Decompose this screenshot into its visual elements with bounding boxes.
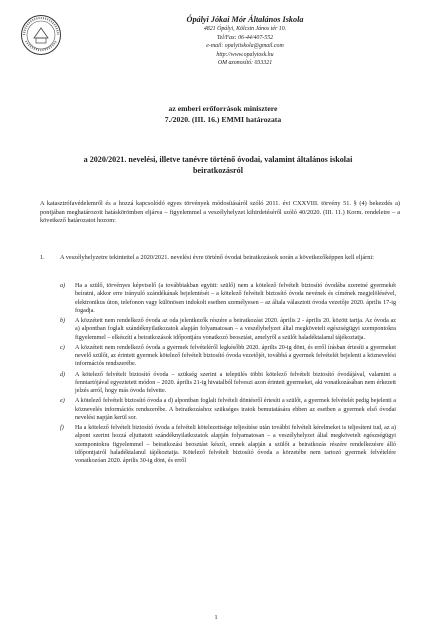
list-item-text: A közzétett nem rendelkező óvoda a gyermek felvételéről legkésőbb 2020. április 20-ig dönt, és erről írásban értesíti a gyermeket nevelő szülőt, az érintett gyermek kötelező felvételt biztosító óvoda vezetőjét, továbbá a gyermek felvételét bejelenti a köznevelési információs rendszerébe. xyxy=(75,344,396,368)
list-item-text: A kötelező felvételt biztosító óvoda a d) alpontban foglalt felvételi döntésről értesíti a szülőt, a gyermek felvételét pedig bejelenti a köznevelés információs rendszerébe. A beiratkozáshoz szükséges iratok bemutatására ebben az esetben a gyermek első óvodai nevelési napján kerül sor. xyxy=(75,398,396,421)
list-item xyxy=(60,424,396,465)
letterhead xyxy=(140,14,350,68)
school-name: Ópályi Jókai Mór Általános Iskola xyxy=(186,15,304,24)
list-item xyxy=(60,344,396,369)
school-address: 4821 Ópályi, Kölcsin János tér 10. xyxy=(203,26,287,32)
point-1-text: A veszélyhelyzetre tekintettel a 2020/2021. nevelési évre történő óvodai beiratkozások során a következőképpen kell eljárni: xyxy=(60,254,374,261)
list-item-label: e) xyxy=(60,398,65,405)
list-item xyxy=(60,317,396,342)
list-item-label: a) xyxy=(60,283,66,289)
list-item-label: f) xyxy=(60,425,64,431)
list-item xyxy=(60,397,396,422)
list-item xyxy=(60,282,396,315)
decision-subject xyxy=(32,154,404,177)
list-item-text: Ha a kötelező felvételt biztosító óvoda a felvételi kötelezettsége teljesítése után további felvételi kérelmeket is teljesíteni tud, az a) alpont szerint hozzá eljuttatott szándéknyilatkozatok alapján folyamatosan – a veszélyhelyzet által megkövetelt egészségügyi szempontokra figyelemmel – beiratkozási beosztást készít, ennek alapján a szülőt a beiratkozás részére rendelkezésre álló időpontjairól haladéktalanul tájékoztatja. Kötelező felvételt biztosító óvoda a körzetébe nem tartozó gyermek felvételére vonatkozóan 2020. április 30-ig dönt, és erről xyxy=(75,425,396,464)
decision-subject-line1: a 2020/2021. nevelési, illetve tanévre történő óvodai, valamint általános iskolai xyxy=(83,155,353,164)
point-1-number: 1. xyxy=(40,254,45,261)
intro-paragraph: A katasztrófavédelemről és a hozzá kapcsolódó egyes törvények módosításáról szóló 2011. évi CXXVIII. törvény 51. § (4) bekezdés a) pontjában meghatározott hatáskörömben eljárva – figyelemmel a veszélyhelyzet kihirdetéséről szóló 40/2020. (III. 11.) Korm. rendeletre – a következő határozatot hozom: xyxy=(40,200,400,225)
list-item-text: A kötelező felvételt biztosító óvoda – szükség szerint a település többi kötelező felvételt biztosító óvodájával, valamint a fenntartójával egyeztetett módon – 2020. április 21-ig hivatalból felveszi azon érintett gyermeket, aki vonatkozásában nem érkezett jelzés arról, hogy más óvoda felvette. xyxy=(75,371,396,394)
list-item xyxy=(60,371,396,396)
decision-title-line1: az emberi erőforrások minisztere xyxy=(168,104,278,113)
school-seal-logo xyxy=(20,14,62,56)
decision-title xyxy=(60,104,386,125)
list-item-label: d) xyxy=(60,371,66,378)
decision-title-line2: 7./2020. (III. 16.) EMMI határozata xyxy=(164,114,282,124)
school-om-id: OM azonosító: 033321 xyxy=(217,60,273,67)
page-number: 1 xyxy=(214,614,218,621)
school-website: http://www.opalyiosk.hu xyxy=(216,51,274,58)
list-item-text: A közzétett nem rendelkező óvoda az oda jelentkezők részére a beiratkozást 2020. április 2 - április 20. között tartja. Az óvoda az a) alpontban foglalt szándéknyilatkozatok alapján folyamatosan – a veszélyhelyzet által megkövetelt egészségügyi szempontokra figyelemmel – elkészíti a beiratkozások időpontjára vonatkozó beosztást, amelyről a szülőt haladéktalanul tájékoztatja. xyxy=(75,318,396,341)
list-item-label: c) xyxy=(60,344,65,351)
school-tel-fax: Tel/Fax: 06-44/407-552 xyxy=(216,34,274,41)
list-item-label: b) xyxy=(60,318,66,324)
school-email: e-mail: opalyiiskola@gmail.com xyxy=(206,43,284,50)
decision-subject-line2: beiratkozásról xyxy=(193,166,243,176)
sub-item-list xyxy=(60,282,396,467)
list-item-text: Ha a szülő, törvényes képviselő (a továbbiakban együtt: szülő) nem a kötelező felvételt biztosító óvodába szeretné gyermekét beíratni, akkor erre irányuló szándékának bejelentését – a kötelező felvételt biztosító óvoda nevének és címének megjelölésével, elektronikus úton, telefonon vagy különösen indokolt esetben személyesen – az általa választott óvoda vezetője 2020. április 17-ig fogadja. xyxy=(75,283,396,314)
